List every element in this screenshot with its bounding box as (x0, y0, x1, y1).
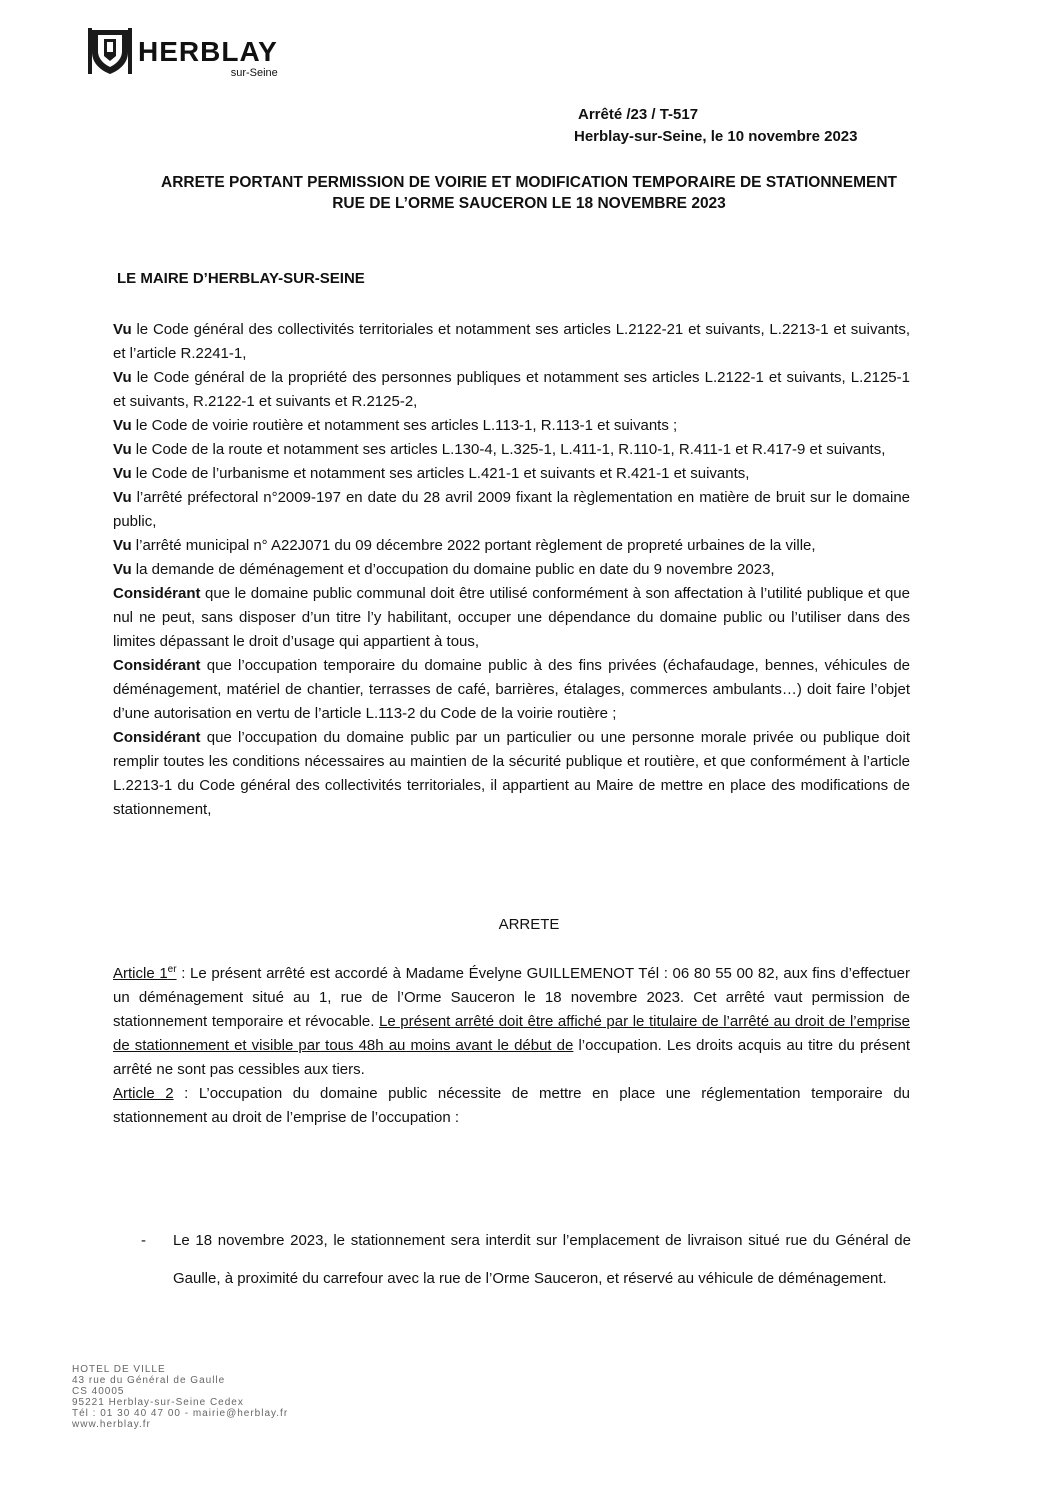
considerant-paragraph: Considérant que le domaine public communal doit être utilisé conformément à son affectation à l’utilité publique et que nul ne peut, sans disposer d’un titre l’y habilitant, occuper une dépendance du domaine public ou l’utiliser dans des limites dépassant le droit d’usage qui appartient à tous, (113, 585, 910, 650)
bullet-item (141, 1222, 911, 1298)
title-line-1: ARRETE PORTANT PERMISSION DE VOIRIE ET MODIFICATION TEMPORAIRE DE STATIONNEMENT (161, 174, 897, 191)
article-1-underlined: Le présent arrêté doit être affiché par le titulaire de l’arrêté au droit de l’emprise de stationnement et visible par tous 48h au moins avant le début de (113, 1013, 910, 1054)
visa-paragraph: Vu le Code de la route et notamment ses articles L.130-4, L.325-1, L.411-1, R.110-1, R.411-1 et R.417-9 et suivants, (113, 441, 886, 458)
article-2-label: Article 2 (113, 1085, 174, 1102)
visa-paragraph: Vu l’arrêté préfectoral n°2009-197 en date du 28 avril 2009 fixant la règlementation en matière de bruit sur le domaine public, (113, 489, 910, 530)
footer-line: 95221 Herblay-sur-Seine Cedex (72, 1397, 244, 1408)
reference-block (574, 104, 858, 148)
footer-line: www.herblay.fr (72, 1419, 151, 1430)
article-1: Article 1er : Le présent arrêté est accordé à Madame Évelyne GUILLEMENOT Tél : 06 80 55 00 82, aux fins d’effectuer un déménagement situé au 1, rue de l’Orme Sauceron le 18 novembre 2023. Cet arrêté vaut permission de stationnement temporaire et révocable. Le présent arrêté doit être affiché par le titulaire de l’arrêté au droit de l’emprise de stationnement et visible par tous 48h au moins avant le début de l’occupation. Les droits acquis au titre du présent arrêté ne sont pas cessibles aux tiers. (113, 964, 910, 1078)
footer-line: CS 40005 (72, 1386, 125, 1397)
visa-paragraph: Vu le Code général des collectivités territoriales et notamment ses articles L.2122-21 et suivants, L.2213-1 et suivants, et l’article R.2241-1, (113, 321, 910, 362)
coat-of-arms-icon (88, 26, 132, 76)
brand-subtitle: sur-Seine (230, 67, 278, 79)
article-1-label: Article 1er (113, 964, 177, 982)
footer-line: Tél : 01 30 40 47 00 - mairie@herblay.fr (72, 1408, 289, 1419)
header-logo (88, 26, 278, 82)
title-line-2: RUE DE L’ORME SAUCERON LE 18 NOVEMBRE 2023 (332, 195, 726, 212)
visa-paragraph: Vu le Code de l’urbanisme et notamment ses articles L.421-1 et suivants et R.421-1 et suivants, (113, 465, 750, 482)
considerant-paragraph: Considérant que l’occupation du domaine public par un particulier ou une personne morale privée ou publique doit remplir toutes les conditions nécessaires au maintien de la sécurité publique et routière, et que conformément à l’article L.2213-1 du Code général des collectivités territoriales, il appartient au Maire de mettre en place des modifications de stationnement, (113, 729, 910, 818)
considerant-paragraph: Considérant que l’occupation temporaire du domaine public à des fins privées (échafaudage, bennes, véhicules de déménagement, matériel de chantier, terrasses de café, barrières, étalages, commerces ambulants…) doit faire l’objet d’une autorisation en vertu de l’article L.113-2 du Code de la voirie routière ; (113, 657, 910, 722)
brand-name: HERBLAY (138, 36, 278, 67)
place-date: Herblay-sur-Seine, le 10 novembre 2023 (574, 128, 858, 145)
bullet-text: Le 18 novembre 2023, le stationnement sera interdit sur l’emplacement de livraison situé rue du Général de Gaulle, à proximité du carrefour avec la rue de l’Orme Sauceron, et réservé au véhicule de déménagement. (173, 1232, 911, 1287)
visa-paragraph: Vu l’arrêté municipal n° A22J071 du 09 décembre 2022 portant règlement de propreté urbaines de la ville, (113, 537, 816, 554)
footer-line: HOTEL DE VILLE (72, 1364, 166, 1375)
document-title (0, 172, 1058, 214)
visa-paragraph: Vu le Code de voirie routière et notamment ses articles L.113-1, R.113-1 et suivants ; (113, 417, 678, 434)
visa-paragraph: Vu la demande de déménagement et d’occupation du domaine public en date du 9 novembre 2023, (113, 561, 775, 578)
mayor-heading: LE MAIRE D’HERBLAY-SUR-SEINE (117, 270, 365, 287)
footer-address (72, 1364, 288, 1430)
articles-section (113, 962, 910, 1130)
arrete-number: Arrêté /23 / T-517 (578, 106, 699, 123)
footer-line: 43 rue du Général de Gaulle (72, 1375, 226, 1386)
article-2: Article 2 : L’occupation du domaine public nécessite de mettre en place une réglementation temporaire du stationnement au droit de l’emprise de l’occupation : (113, 1085, 911, 1126)
visa-paragraph: Vu le Code général de la propriété des personnes publiques et notamment ses articles L.2122-1 et suivants, L.2125-1 et suivants, R.2122-1 et suivants et R.2125-2, (113, 369, 910, 410)
bullet-dash: - (141, 1232, 146, 1249)
visas-section (113, 318, 910, 822)
arrete-heading: ARRETE (498, 916, 560, 933)
